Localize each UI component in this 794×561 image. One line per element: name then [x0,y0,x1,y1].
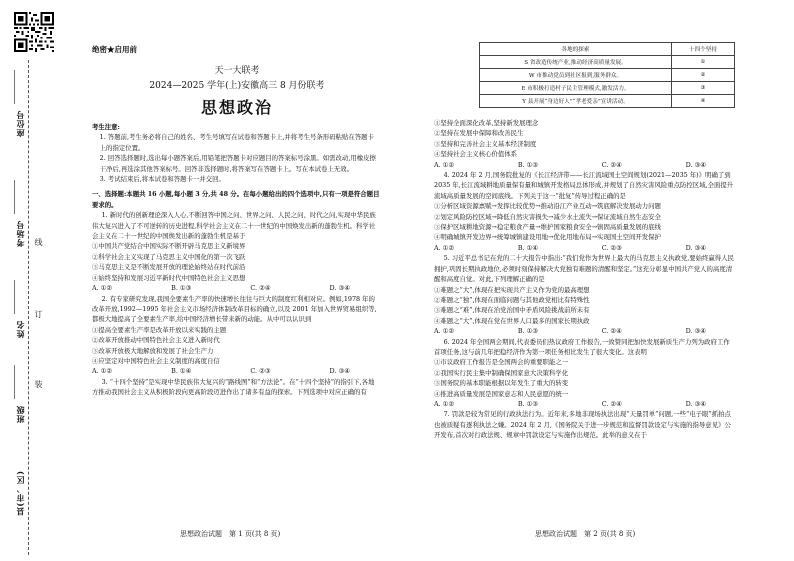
option-c: C. ②④ [601,399,622,408]
option-d: D. ③④ [685,243,706,252]
question-item: ①坚持全面深化改革,坚持新发展理念 [434,119,539,127]
notice-item: 2. 回答选择题时,选出每小题答案后,用铅笔把答题卡对应题目的答案标号涂黑。如需改动,用橡皮擦干净后,再选涂其他答案标号。回答非选择题时,将答案写在答题卡上。写在本试卷上无效。 [99,154,376,173]
table-row [480,82,735,95]
question-item: ①难题之“大”,体现在把实现共产主义作为党的最高理想 [434,285,590,294]
qr-code [14,12,54,52]
seat-number-label: 座位号 [15,110,25,137]
fill-line [14,280,15,314]
question-item: ②坚持在发展中保障和改善民生 [434,129,524,138]
cut-line [28,60,29,555]
subject-title: 思想政治 [200,98,273,117]
question-6 [434,337,736,410]
answer-options [92,283,380,293]
county-label: 县(市、区) [15,470,25,516]
question-5 [434,253,736,336]
table-cell: ③ [672,82,735,95]
question-item: ④明确城镇开发边界→统筹城镇建设用地→优化用地布局→实现国土空间开发保护 [434,233,661,242]
question-item: ③坚持和完善社会主义基本经济制度 [434,139,537,148]
question-item: ④始终坚持和发展习近平新时代中国特色社会主义思想 [92,273,246,282]
option-b: B. ①③ [517,160,539,169]
option-d: D. ③④ [329,367,350,376]
page-footer-right: 思想政治试题 第 2 页(共 8 页) [535,530,636,538]
question-stem: 6. 2024 年全国两会期间,代表委员们热议政府工作报告,一致赞同把加快发展新质生产力列为政府工作首项任务,这与前几年把稳经济作为第一项任务相比发生了很大变化。这表明 [434,337,730,356]
table-header: 十四个坚持 [672,43,735,56]
secret-mark: 绝密★启用前 [92,45,137,54]
question-item: ④难题之“大”,体现在党在世界人口最多的国家长期执政 [434,316,590,325]
page-footer-left: 思想政治试题 第 1 页(共 8 页) [180,530,281,538]
answer-options [434,160,736,170]
right-column [434,118,736,441]
option-c: C. ②④ [601,327,622,336]
option-a: A. ①② [434,399,455,408]
notice-item: 1. 答题前,考生务必将自己的姓名、考生号填写在试卷和答题卡上,并将考生号条形码粘贴在答题卡上的指定位置。 [99,133,374,152]
question-4 [434,170,736,253]
option-b: B. ①④ [171,367,192,376]
table-header-row [480,43,735,56]
question-stem: 7. 罚款是较为常见的行政执法行为。近年来,多地非现场执法出现“天量罚单”问题,一些“电子眼”抓拍点也被质疑有逐利执法之嫌。2024 年 2 月,《国务院关于进一步规范和监督罚款设定与实施的指导意见》公开发布,首次对行政法规、规章中罚款设定与实施作出规范。此举的意义在于 [434,410,731,440]
question-stem: 5. 习近平总书记在党的二十大报告中指出:“我们党作为世界上最大的马克思主义执政党,要始终赢得人民拥护,巩固长期执政地位,必须时刻保持解决大党独有难题的清醒和坚定。”这充分彰显中国共产党人的高度清醒和高度自觉。对此,下列理解正确的是 [434,254,734,284]
option-c: C. ②④ [601,160,622,169]
table-cell: Y 县开展“身边好人”“孝老爱亲”宣讲活动。 [480,95,672,108]
question-item: ②改革开放推动中国特色社会主义进入新时代 [92,336,220,345]
question-item: ①分析区域资源禀赋→发挥比较优势→推动沿江产业互动→筑底解决发展动力问题 [434,202,661,211]
option-a: A. ①② [434,160,455,169]
name-label: 姓名 [15,320,25,338]
answer-options [434,399,736,409]
binding-mark: 线 [34,238,43,246]
binding-strip [0,60,62,555]
question-item: ②难题之“独”,体现在面临问题与其他政党相比有特殊性 [434,295,590,304]
option-d: D. ③④ [329,284,350,293]
question-item: ③马克思主义是不断发展开放的理论始终站在时代前沿 [92,263,246,272]
table-row [480,95,735,108]
question-item: ①提高全要素生产率是改革开放以来实践的主题 [92,325,227,334]
option-b: B. ①④ [517,243,539,252]
table-cell: ④ [672,95,735,108]
option-a: A. ①② [92,367,113,376]
table-cell: W 市推动党员到社区报到,服务群众。 [480,69,672,82]
answer-options [92,366,380,376]
fill-line [14,365,15,399]
exam-name: 天一大联考 [214,66,260,76]
option-c: C. ②③ [250,367,271,376]
option-b: B. ①③ [517,327,539,336]
question-2 [92,294,380,377]
option-c: C. ②③ [601,243,622,252]
option-b: B. ①③ [517,399,539,408]
exam-title: 2024—2025 学年(上)安徽高三 8 月份联考 [149,81,325,91]
question-item: ①中国共产党结合中国实际不断开辟马克思主义新境界 [92,242,246,251]
option-d: D. ③④ [685,160,706,169]
table-cell: ② [672,69,735,82]
fill-line [14,180,15,214]
table-cell: E 市积极打造村子民主管理模式,激发活力。 [480,82,672,95]
option-a: A. ①② [434,243,455,252]
question-item: ③国务院的基本职能根据以年发生了重大的转变 [434,379,569,388]
left-column [92,122,380,398]
question-stem: 1. 新时代的创新理论深入人心,不断回答中国之问、世界之问、人民之问、时代之问,实现中华民族伟大复兴进入了不可逆转的历史进程,科学社会主义在二十一世纪的中国焕发出新的蓬勃生机。科学社会主义在二十一世纪的中国焕发出新的蓬勃生机是基于 [92,211,376,241]
question-stem: 4. 2024 年 2 月,国务院批复的《长江经济带——长江流域国土空间规划(2021—2035 年)》明确了到 2035 年,长江流域耕地质量保有量和城镇开发格局总体形成,并规划了自然灾害风险重点防控区域,全面提升流域高质量发展的空间底线。下列关于这一“批复”传导过程正确的是 [434,171,734,200]
section-heading: 一、选择题:本题共 16 小题,每小题 3 分,共 48 分。在每小题给出的四个选项中,只有一项是符合题目要求的。 [92,190,380,209]
question-stem: 2. 有专家研究发现,我国全要素生产率的快速增长往往与巨大的制度红利相对应。例如,1978 年的改革开放,1992—1995 年社会主义市场经济体制改革目标的确立,以及 2001 年加入世界贸易组织等,都极大地提高了全要素生产率,给中国经济增长带来新的动能。从中可以认识到 [92,294,377,324]
option-d: D. ③④ [685,399,706,408]
class-label: 班级 [15,405,25,423]
table-header: 各地的探索 [480,43,672,56]
question-stem: 3. “十四个坚持”是实现中华民族伟大复兴的“路线图”和“方法论”。在“十四个坚持”的指引下,各地方推动我国社会主义从积极阶段向更高阶段迈进作出了诸多有益的探索。下列选项中对应正确的有 [92,377,375,397]
question-3 [92,377,380,398]
question-item: ②科学社会主义实现了马克思主义中国化的第一次飞跃 [92,252,246,261]
table-cell: ① [672,56,735,69]
table-row [480,56,735,69]
question-item: ②我国实行民主集中制确保国家意大决策科学化 [434,368,569,377]
question-7 [434,409,736,440]
question-3-options [434,118,736,170]
question-item: ②划定风险防控区域→降低自然灾害损失→减少水土流失→保证流域自然生态安全 [434,212,661,221]
question-1 [92,210,380,293]
option-a: A. ①② [434,327,455,336]
question-item: ③改革开放极大地解放和发展了社会生产力 [92,346,214,355]
binding-mark: 装 [34,380,43,388]
notice-title: 考生注意: [92,123,120,131]
notice-item: 3. 考试结束后,将本试卷和答题卡一并交回。 [99,175,225,184]
question-item: ①市议政府工作报告是全国两会的重要职能之一 [434,358,569,367]
exam-room-label: 考场号 [15,220,25,247]
question-item: ③保护区域耕地资源→稳定粮食产量→维护国家粮食安全→镇固高质量发展的底线 [434,223,661,232]
question-item: ③难题之“难”,体现在治党治国中矛盾风险挑战前所未有 [434,306,590,315]
answer-options [434,326,736,336]
question-item: ④推进高质量发展是国家意志和人民意愿的统一 [434,389,569,398]
question-item: ④坚持社会主义核心价值体系 [434,150,518,159]
binding-mark: 订 [34,310,43,318]
table-cell: S 省改造传统产业,推动经济高质量发展。 [480,56,672,69]
option-b: B. ①③ [171,284,192,293]
option-a: A. ①② [92,284,113,293]
answer-options [434,243,736,253]
option-c: C. ②④ [250,284,271,293]
fill-line [14,70,15,104]
question-item: ④应坚定对中国特色社会主义制度的高度自信 [92,356,220,365]
exploration-table [479,42,735,108]
option-d: D. ③④ [685,327,706,336]
table-row [480,69,735,82]
